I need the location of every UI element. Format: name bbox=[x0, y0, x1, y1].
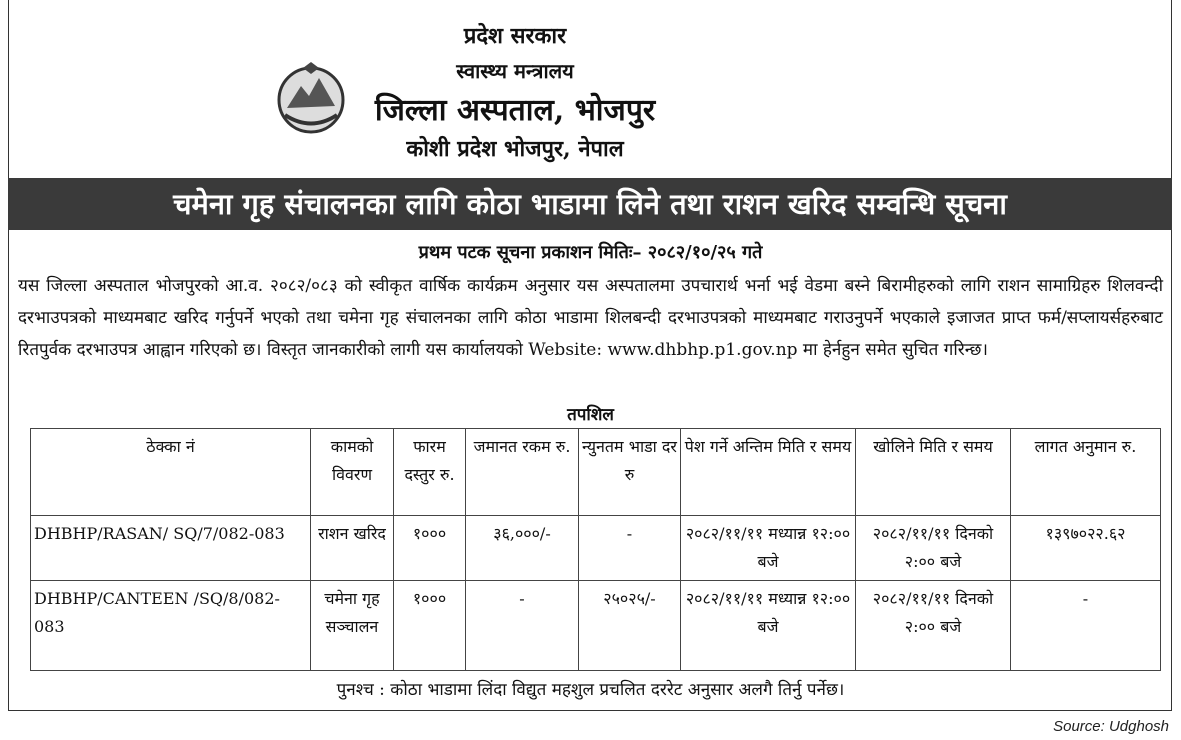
column-header: न्युनतम भाडा दर रु bbox=[579, 429, 681, 516]
column-header: लागत अनुमान रु. bbox=[1011, 429, 1161, 516]
postscript-note: पुनश्च : कोठा भाडामा लिंदा विद्युत महशुल प्रचलित दररेट अनुसार अलगै तिर्नु पर्नेछ। bbox=[336, 680, 845, 700]
table-cell: राशन खरिद bbox=[311, 516, 394, 581]
header-line-4: कोशी प्रदेश भोजपुर, नेपाल bbox=[406, 136, 624, 162]
table-cell: २०८२/११/११ मध्यान्न १२:०० बजे bbox=[681, 516, 856, 581]
table-cell: चमेना गृह सञ्चालन bbox=[311, 581, 394, 671]
column-header: कामको विवरण bbox=[311, 429, 394, 516]
table-row bbox=[31, 516, 1161, 581]
table-cell: १३९७०२२.६२ bbox=[1011, 516, 1161, 581]
column-header: पेश गर्ने अन्तिम मिति र समय bbox=[681, 429, 856, 516]
table-cell: - bbox=[466, 581, 579, 671]
table-cell: १००० bbox=[394, 516, 466, 581]
details-table bbox=[30, 428, 1161, 671]
header-line-3: जिल्ला अस्पताल, भोजपुर bbox=[374, 93, 656, 128]
column-header: फारम दस्तुर रु. bbox=[394, 429, 466, 516]
table-cell: - bbox=[1011, 581, 1161, 671]
notice-body: यस जिल्ला अस्पताल भोजपुरको आ.व. २०८२/०८३ को स्वीकृत वार्षिक कार्यक्रम अनुसार यस अस्पतालमा उपचारार्थ भर्ना भई वेडमा बस्ने बिरामीहरुको लागि राशन सामाग्रिहरु शिलवन्दी दरभाउपत्रको माध्यमबाट खरिद गर्नुपर्ने भएको तथा चमेना गृह संचालनका लागि कोठा भाडामा शिलबन्दी दरभाउपत्रको माध्यमबाट गराउनुपर्ने भएकाले इजाजत प्राप्त फर्म/सप्लायर्सहरुबाट रितपुर्वक दरभाउपत्र आह्वान गरिएको छ। विस्तृत जानकारीको लागी यस कार्यालयको Website: www.dhbhp.p1.gov.np मा हेर्नहुन समेत सुचित गरिन्छ। bbox=[18, 276, 1163, 360]
header-line-1: प्रदेश सरकार bbox=[463, 23, 567, 49]
source-credit: Source: Udghosh bbox=[1053, 718, 1169, 735]
table-cell: २०८२/११/११ दिनको २:०० बजे bbox=[856, 581, 1011, 671]
column-header: खोलिने मिति र समय bbox=[856, 429, 1011, 516]
column-header: जमानत रकम रु. bbox=[466, 429, 579, 516]
column-header: ठेक्का नं bbox=[31, 429, 311, 516]
table-header-row bbox=[31, 429, 1161, 516]
table-title: तपशिल bbox=[567, 405, 614, 425]
table-cell: DHBHP/CANTEEN /SQ/8/082-083 bbox=[31, 581, 311, 671]
header-line-2: स्वास्थ्य मन्त्रालय bbox=[456, 59, 574, 83]
table-cell: २०८२/११/११ दिनको २:०० बजे bbox=[856, 516, 1011, 581]
table-cell: - bbox=[579, 516, 681, 581]
notice-title: चमेना गृह संचालनका लागि कोठा भाडामा लिने तथा राशन खरिद सम्वन्धि सूचना bbox=[8, 178, 1172, 230]
table-cell: २०८२/११/११ मध्यान्न १२:०० बजे bbox=[681, 581, 856, 671]
table-cell: १००० bbox=[394, 581, 466, 671]
publish-date: प्रथम पटक सूचना प्रकाशन मितिः– २०८२/१०/२५ गते bbox=[418, 242, 763, 263]
table-row bbox=[31, 581, 1161, 671]
table-cell: २५०२५/- bbox=[579, 581, 681, 671]
table-cell: ३६,०००/- bbox=[466, 516, 579, 581]
table-cell: DHBHP/RASAN/ SQ/7/082-083 bbox=[31, 516, 311, 581]
